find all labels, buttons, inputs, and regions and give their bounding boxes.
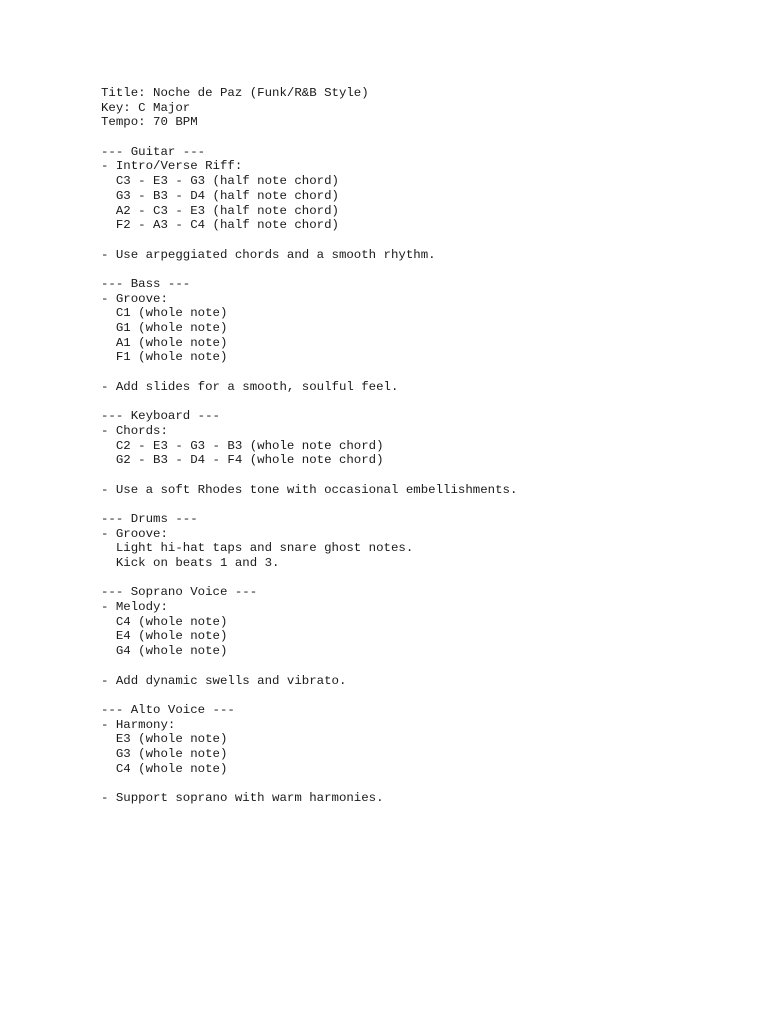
drums-line: Light hi-hat taps and snare ghost notes.: [101, 541, 414, 556]
guitar-line: G3 - B3 - D4 (half note chord): [101, 188, 339, 203]
soprano-line: E4 (whole note): [101, 629, 228, 644]
spacer: [101, 776, 741, 791]
spacer: [101, 659, 741, 674]
keyboard-note: - Use a soft Rhodes tone with occasional embellishments.: [101, 482, 518, 497]
song-title: Title: Noche de Paz (Funk/R&B Style): [101, 86, 369, 100]
song-key: Key: C Major: [101, 100, 191, 115]
bass-line: G1 (whole note): [101, 321, 228, 335]
keyboard-line: C2 - E3 - G3 - B3 (whole note chord): [101, 438, 384, 453]
song-tempo: Tempo: 70 BPM: [101, 115, 198, 130]
guitar-line: C3 - E3 - G3 (half note chord): [101, 174, 339, 189]
guitar-line: A2 - C3 - E3 (half note chord): [101, 203, 339, 218]
soprano-line: C4 (whole note): [101, 614, 228, 629]
section-heading-alto: --- Alto Voice ---: [101, 702, 235, 717]
spacer: [101, 365, 741, 380]
spacer: [101, 688, 741, 703]
spacer: [101, 130, 741, 145]
soprano-note: - Add dynamic swells and vibrato.: [101, 673, 347, 688]
section-heading-keyboard: --- Keyboard ---: [101, 409, 220, 424]
spacer: [101, 497, 741, 512]
drums-line: Kick on beats 1 and 3.: [101, 556, 280, 570]
drums-line: - Groove:: [101, 526, 168, 541]
section-heading-bass: --- Bass ---: [101, 276, 191, 291]
section-heading-drums: --- Drums ---: [101, 511, 198, 526]
guitar-line: F2 - A3 - C4 (half note chord): [101, 218, 339, 233]
keyboard-line: G2 - B3 - D4 - F4 (whole note chord): [101, 453, 384, 468]
guitar-line: - Intro/Verse Riff:: [101, 159, 243, 174]
document-page: [101, 86, 741, 806]
spacer: [101, 468, 741, 483]
spacer: [101, 233, 741, 248]
spacer: [101, 571, 741, 586]
soprano-line: - Melody:: [101, 600, 168, 615]
spacer: [101, 262, 741, 277]
alto-line: C4 (whole note): [101, 761, 228, 776]
bass-line: F1 (whole note): [101, 350, 228, 365]
spacer: [101, 394, 741, 409]
alto-note: - Support soprano with warm harmonies.: [101, 791, 384, 805]
keyboard-line: - Chords:: [101, 423, 168, 438]
bass-line: A1 (whole note): [101, 335, 228, 350]
bass-line: - Groove:: [101, 291, 168, 306]
soprano-line: G4 (whole note): [101, 644, 228, 659]
bass-line: C1 (whole note): [101, 306, 228, 321]
alto-line: E3 (whole note): [101, 732, 228, 747]
alto-line: - Harmony:: [101, 717, 176, 732]
alto-line: G3 (whole note): [101, 746, 228, 761]
guitar-note: - Use arpeggiated chords and a smooth rhythm.: [101, 247, 436, 262]
section-heading-soprano: --- Soprano Voice ---: [101, 585, 258, 600]
bass-note: - Add slides for a smooth, soulful feel.: [101, 379, 399, 394]
section-heading-guitar: --- Guitar ---: [101, 144, 206, 159]
